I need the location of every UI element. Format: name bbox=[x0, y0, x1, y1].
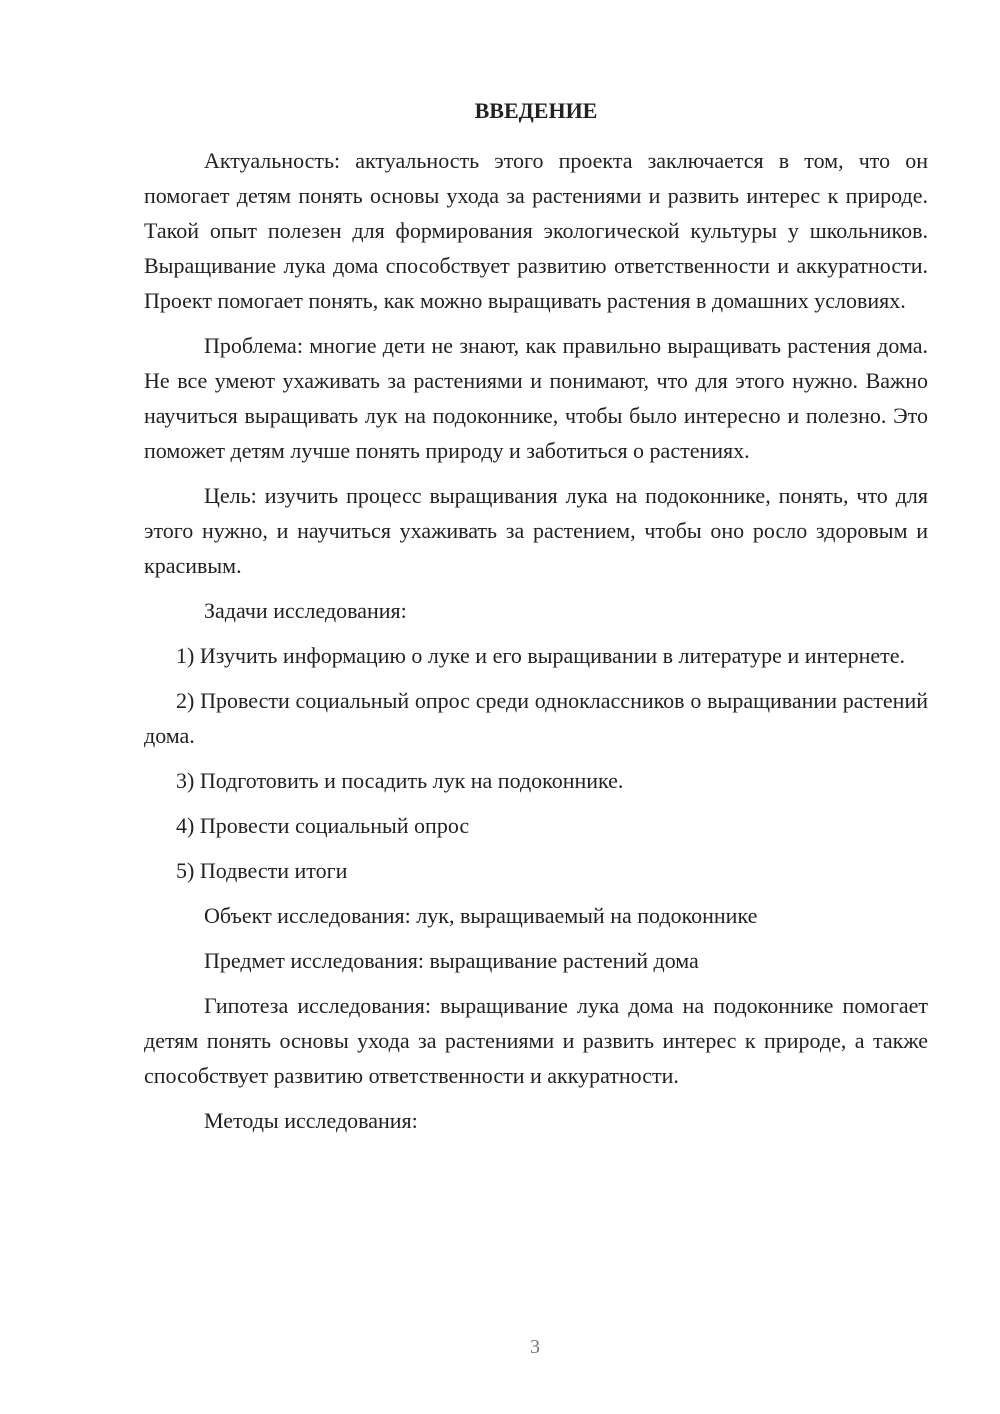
page-number: 3 bbox=[530, 1336, 540, 1358]
task-item-1: 1) Изучить информацию о луке и его выращивании в литературе и интернете. bbox=[176, 643, 906, 668]
document-body bbox=[144, 143, 928, 1148]
paragraph-hypothesis: Гипотеза исследования: выращивание лука дома на подоконнике помогает детям понять основы ухода за растениями и развить интерес к природе, а также способствует развитию ответственности и аккуратности. bbox=[144, 993, 928, 1088]
methods-heading: Методы исследования: bbox=[204, 1108, 418, 1133]
paragraph-problem: Проблема: многие дети не знают, как правильно выращивать растения дома. Не все умеют ухаживать за растениями и понимают, что для этого нужно. Важно научиться выращивать лук на подоконнике, чтобы было интересно и полезно. Это поможет детям лучше понять природу и заботиться о растениях. bbox=[144, 333, 928, 463]
paragraph-relevance: Актуальность: актуальность этого проекта заключается в том, что он помогает детям понять основы ухода за растениями и развить интерес к природе. Такой опыт полезен для формирования экологической культуры у школьников. Выращивание лука дома способствует развитию ответственности и аккуратности. Проект помогает понять, как можно выращивать растения в домашних условиях. bbox=[144, 148, 928, 313]
task-item-5: 5) Подвести итоги bbox=[176, 858, 348, 883]
tasks-heading: Задачи исследования: bbox=[204, 598, 407, 623]
page-title: ВВЕДЕНИЕ bbox=[474, 98, 598, 123]
task-item-4: 4) Провести социальный опрос bbox=[176, 813, 470, 838]
paragraph-goal: Цель: изучить процесс выращивания лука на подоконнике, понять, что для этого нужно, и научиться ухаживать за растением, чтобы оно росло здоровым и красивым. bbox=[144, 483, 928, 578]
task-item-2: 2) Провести социальный опрос среди одноклассников о выращивании растений дома. bbox=[144, 688, 928, 748]
task-item-3: 3) Подготовить и посадить лук на подоконнике. bbox=[176, 768, 624, 793]
paragraph-subject: Предмет исследования: выращивание растений дома bbox=[204, 948, 699, 973]
paragraph-object: Объект исследования: лук, выращиваемый на подоконнике bbox=[204, 903, 758, 928]
